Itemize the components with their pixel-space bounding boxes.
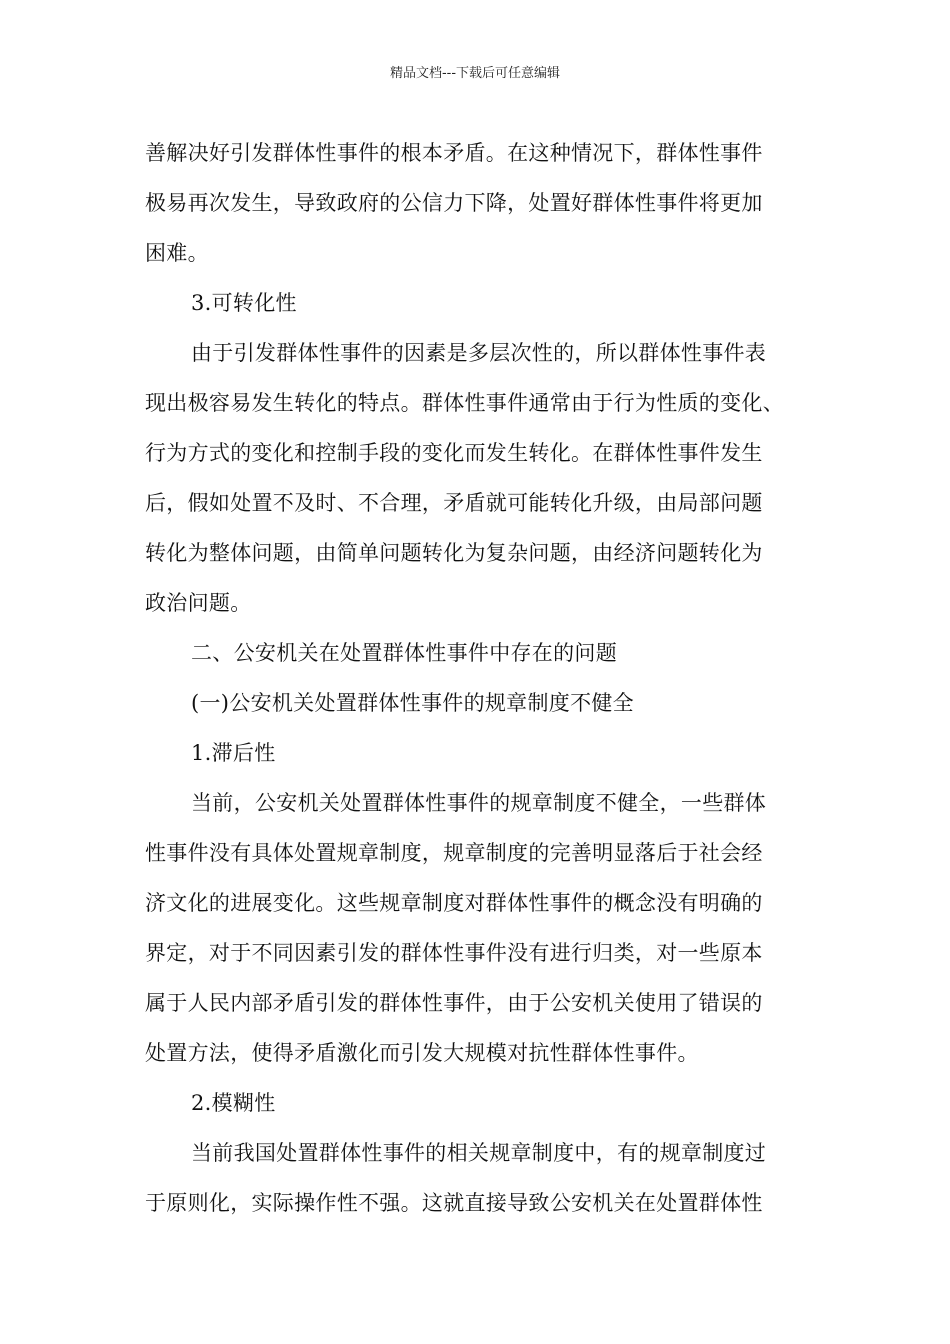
paragraph-line: 当前，公安机关处置群体性事件的规章制度不健全，一些群体 [191, 791, 767, 815]
paragraph-line: 行为方式的变化和控制手段的变化而发生转化。在群体性事件发生 [145, 441, 763, 465]
paragraph-line: 处置方法，使得矛盾激化而引发大规模对抗性群体性事件。 [145, 1041, 699, 1065]
paragraph-line: 性事件没有具体处置规章制度，规章制度的完善明显落后于社会经 [145, 841, 763, 865]
page-header: 精品文档---下载后可任意编辑 [389, 66, 561, 81]
paragraph-line: 困难。 [145, 241, 209, 265]
section-heading: (一)公安机关处置群体性事件的规章制度不健全 [191, 691, 634, 715]
document-body [145, 128, 809, 1228]
paragraph-line: 现出极容易发生转化的特点。群体性事件通常由于行为性质的变化、 [145, 391, 784, 415]
section-heading: 1.滞后性 [191, 741, 276, 765]
paragraph-line: 当前我国处置群体性事件的相关规章制度中，有的规章制度过 [191, 1141, 767, 1165]
paragraph-line: 界定，对于不同因素引发的群体性事件没有进行归类，对一些原本 [145, 941, 763, 965]
paragraph-line: 后，假如处置不及时、不合理，矛盾就可能转化升级，由局部问题 [145, 491, 763, 515]
paragraph-line: 济文化的进展变化。这些规章制度对群体性事件的概念没有明确的 [145, 891, 763, 915]
section-heading: 2.模糊性 [191, 1091, 276, 1115]
paragraph-line: 政治问题。 [145, 591, 252, 615]
paragraph-line: 极易再次发生，导致政府的公信力下降，处置好群体性事件将更加 [145, 191, 763, 215]
paragraph-line: 善解决好引发群体性事件的根本矛盾。在这种情况下，群体性事件 [145, 141, 763, 165]
section-heading: 二、公安机关在处置群体性事件中存在的问题 [191, 641, 617, 665]
paragraph-line: 于原则化，实际操作性不强。这就直接导致公安机关在处置群体性 [145, 1191, 763, 1215]
section-heading: 3.可转化性 [191, 291, 297, 315]
paragraph-line: 属于人民内部矛盾引发的群体性事件，由于公安机关使用了错误的 [145, 991, 763, 1015]
paragraph-line: 转化为整体问题，由简单问题转化为复杂问题，由经济问题转化为 [145, 541, 763, 565]
paragraph-line: 由于引发群体性事件的因素是多层次性的，所以群体性事件表 [191, 341, 767, 365]
